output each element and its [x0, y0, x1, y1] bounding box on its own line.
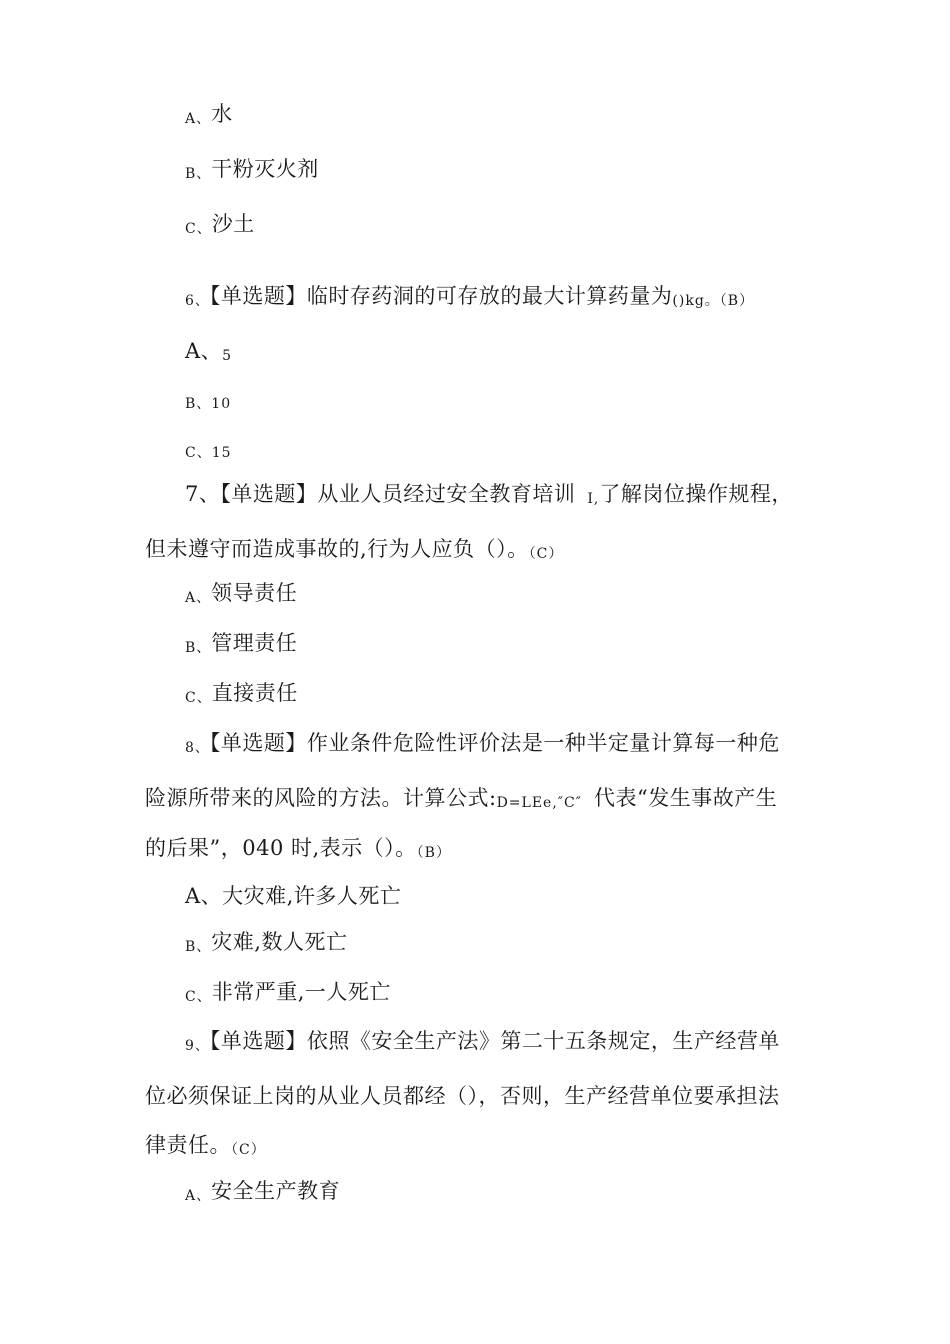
option-label: C、 [185, 221, 212, 237]
question-8 [185, 731, 780, 760]
option-c [185, 681, 298, 710]
option-text: 非常严重,一人死亡 [211, 980, 391, 1004]
question-number: 8、 [185, 740, 210, 756]
question-text: 险源所带来的风险的方法。计算公式: [145, 786, 497, 810]
option-a [185, 102, 233, 131]
option-b [185, 387, 231, 416]
question-9-continued [145, 1084, 780, 1108]
option-a [185, 581, 297, 610]
option-text: 沙土 [211, 212, 255, 236]
option-text: 干粉灭火剂 [211, 157, 319, 181]
question-text-fragment: I, [587, 491, 600, 507]
option-label: B、 [185, 396, 212, 412]
question-8-continued-2 [145, 836, 451, 865]
question-6 [185, 284, 754, 313]
option-label: A、 [185, 339, 223, 363]
question-number: 9、 [185, 1038, 210, 1054]
question-text: 【单选题】依照《安全生产法》第二十五条规定，生产经营单 [209, 1029, 780, 1053]
option-text: 领导责任 [211, 581, 298, 605]
option-a [185, 339, 232, 368]
question-9 [185, 1029, 780, 1058]
question-answer: （C） [231, 1142, 266, 1158]
question-9-continued-2 [145, 1133, 266, 1162]
question-text: 律责任。 [145, 1133, 231, 1157]
option-label: B、 [185, 640, 212, 656]
option-b [185, 157, 319, 186]
question-text: 但未遵守而造成事故的,行为人应负（）。 [145, 537, 529, 561]
question-text: 【单选题】临时存药洞的可存放的最大计算药量为 [209, 284, 673, 308]
question-text: 的后果”，040 时,表示（）。 [145, 836, 417, 860]
question-text: 【单选题】作业条件危险性评价法是一种半定量计算每一种危 [209, 731, 780, 755]
question-text: 【单选题】从业人员经过安全教育培训 [220, 482, 576, 506]
option-c [185, 212, 255, 241]
option-b [185, 930, 347, 959]
option-text: 5 [222, 348, 233, 364]
option-label: A、 [185, 884, 223, 908]
question-text-continued: 代表“发生事故产生 [593, 786, 778, 810]
question-answer: ()kg。（B） [672, 293, 755, 309]
question-answer: （B） [416, 845, 451, 861]
question-number: 7、 [185, 482, 221, 506]
question-number: 6、 [185, 293, 210, 309]
question-7 [185, 482, 793, 511]
option-text: 大灾难,许多人死亡 [222, 884, 402, 908]
option-text: 安全生产教育 [211, 1179, 341, 1203]
option-a [185, 884, 401, 908]
question-8-continued [145, 786, 777, 815]
question-answer: （C） [528, 546, 564, 562]
question-text: 位必须保证上岗的从业人员都经（），否则，生产经营单位要承担法 [145, 1084, 780, 1108]
option-label: C、 [185, 690, 212, 706]
option-label: A、 [185, 590, 212, 606]
option-c [185, 980, 391, 1009]
option-c [185, 436, 232, 465]
option-text: 水 [211, 102, 233, 126]
option-text: 管理责任 [211, 631, 298, 655]
question-text-continued: 了解岗位操作规程， [599, 482, 793, 506]
option-text: 灾难,数人死亡 [211, 930, 348, 954]
question-7-continued [145, 537, 563, 566]
option-label: C、 [185, 445, 212, 461]
option-label: B、 [185, 166, 212, 182]
option-label: A、 [185, 1188, 212, 1204]
option-a [185, 1179, 340, 1208]
formula: D=LEe,″C″ [496, 795, 582, 811]
option-label: C、 [185, 989, 212, 1005]
option-label: A、 [185, 111, 212, 127]
option-text: 10 [211, 396, 232, 412]
option-text: 直接责任 [211, 681, 298, 705]
option-b [185, 631, 297, 660]
option-label: B、 [185, 939, 212, 955]
option-text: 15 [211, 445, 232, 461]
